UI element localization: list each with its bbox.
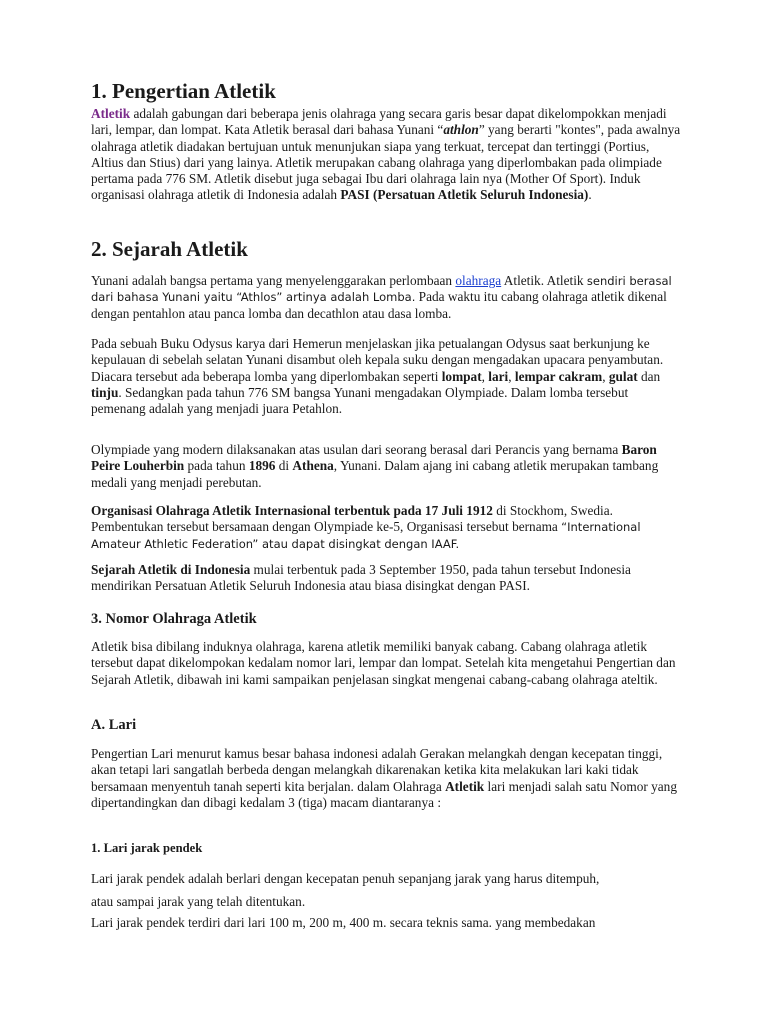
section-3-title: 3. Nomor Olahraga Atletik	[91, 611, 257, 627]
section-2-paragraph-3	[91, 442, 681, 491]
bold-term: Sejarah Atletik di Indonesia	[91, 562, 251, 577]
bold-term: 1896	[248, 458, 276, 474]
section-2-paragraph-2	[91, 336, 681, 417]
lari-jarak-pendek-title: 1. Lari jarak pendek	[91, 841, 203, 855]
bold-term: lompat	[441, 368, 482, 384]
text-run: ,	[602, 368, 609, 384]
section-1-title: 1. Pengertian Atletik	[91, 79, 276, 103]
section-2-paragraph-4	[91, 503, 681, 552]
lari-jarak-pendek-line-2: atau sampai jarak yang telah ditentukan.	[91, 894, 306, 909]
section-2-paragraph-1	[91, 273, 681, 322]
text-run: Atletik. Atletik	[501, 273, 587, 288]
olahraga-link[interactable]: olahraga	[455, 273, 502, 288]
section-3-paragraph: Atletik bisa dibilang induknya olahraga, karena atletik memiliki banyak cabang. Cabang olahraga atletik tersebut dapat dikelompokan kedalam nomor lari, lempar dan lompat. Setelah kita mengetahui Pengertian dan Sejarah Atletik, dibawah ini kami sampaikan penjelasan singkat mengenai cabang-cabang olahraga ateltik.	[91, 639, 676, 687]
text-run: di Stockhom, Swedia. Pembentukan tersebut bersamaan dengan Olympiade ke-5, Organisasi tersebut bernama	[91, 503, 613, 535]
text-run: ” yang berarti "kontes", pada awalnya olahraga atletik diadakan bertujuan untuk menunjukan siapa yang terkuat, tercepat dan tertinggi (Portius, Altius dan Stius) dari yang lainya. Atletik merupakan cabang olahraga yang diperlombakan pada olimpiade pertama pada 776 SM. Atletik disebut juga sebagai Ibu dari olahraga lain nya (Mother Of Sport). Induk organisasi olahraga atletik di Indonesia adalah	[91, 122, 681, 203]
text-run: Pengertian Lari menurut kamus besar bahasa indonesi adalah Gerakan melangkah dengan kecepatan tinggi, akan tetapi lari sangatlah berbeda dengan melangkah dikarenakan ketika kita melakukan lari kaki tidak bersamaan menyentuh tanah seperti kita berjalan. dalam Olahraga	[91, 746, 663, 794]
lari-jarak-pendek-line-3: Lari jarak pendek terdiri dari lari 100 m, 200 m, 400 m. secara teknis sama. yang membedakan	[91, 915, 596, 930]
section-1-paragraph	[91, 106, 681, 204]
bold-term: lempar cakram	[514, 368, 603, 384]
text-run: mulai terbentuk pada 3 September 1950, pada tahun tersebut Indonesia mendirikan Persatuan Atletik Seluruh Indonesia atau biasa disingkat dengan PASI.	[91, 562, 631, 594]
text-run: Pada waktu itu cabang olahraga atletik dikenal dengan pentahlon atau panca lomba dan decathlon atau dasa lomba.	[91, 289, 667, 321]
bold-term: Baron Peire Louherbin	[91, 442, 657, 474]
text-run: .	[588, 187, 592, 203]
text-run: Yunani adalah bangsa pertama yang menyelenggarakan perlombaan	[91, 273, 456, 288]
bold-term: Atletik	[445, 778, 485, 794]
text-run: adalah gabungan dari beberapa jenis olahraga yang secara garis besar dapat dikelompokkan menjadi lari, lempar, dan lompat. Kata Atletik berasal dari bahasa Yunani “	[91, 106, 667, 138]
text-run: Pada sebuah Buku Odysus karya dari Hemerun menjelaskan jika petualangan Odysus saat berkunjung ke kepulauan di sebelah selatan Yunani disambut oleh kepala suku dengan mengadakan upacara penyambutan. Diacara tersebut ada beberapa lomba yang diperlombakan seperti	[91, 336, 664, 384]
lari-jarak-pendek-line-1: Lari jarak pendek adalah berlari dengan kecepatan penuh sepanjang jarak yang harus ditempuh,	[91, 871, 600, 886]
subsection-a-title: A. Lari	[91, 717, 137, 733]
bold-term: Athena	[292, 458, 334, 474]
text-run: ,	[481, 368, 489, 384]
text-run: dan	[637, 368, 661, 384]
text-run: , Yunani. Dalam ajang ini cabang atletik merupakan tambang medali yang menjadi perebutan.	[91, 458, 659, 490]
athlon-term: athlon	[443, 122, 479, 138]
atletik-keyword: Atletik	[91, 106, 131, 121]
text-run: pada tahun	[184, 458, 249, 474]
bold-term: lari	[488, 368, 509, 384]
text-run-sans: “International Amateur Athletic Federation” atau dapat disingkat dengan IAAF.	[91, 520, 641, 551]
text-run: lari menjadi salah satu Nomor yang dipertandingkan dan dibagi kedalam 3 (tiga) macam diantaranya :	[91, 778, 677, 810]
bold-term: Organisasi Olahraga Atletik Internasional terbentuk pada 17 Juli 1912	[91, 503, 493, 518]
text-run: . Sedangkan pada tahun 776 SM bangsa Yunani mengadakan Olympiade. Dalam lomba tersebut pemenang adalah yang menjadi juara Petahlon.	[91, 384, 629, 417]
pasi-term: PASI (Persatuan Atletik Seluruh Indonesia)	[340, 187, 589, 203]
bold-term: tinju	[91, 384, 119, 400]
section-2-title: 2. Sejarah Atletik	[91, 237, 248, 261]
section-2-paragraph-5	[91, 562, 681, 595]
text-run: ,	[508, 368, 515, 384]
subsection-a-paragraph	[91, 746, 681, 811]
text-run: Olympiade yang modern dilaksanakan atas usulan dari seorang berasal dari Perancis yang bernama	[91, 442, 622, 457]
text-run-sans: sendiri berasal dari bahasa Yunani yaitu “Athlos” artinya adalah Lomba.	[91, 274, 672, 305]
text-run: di	[275, 458, 293, 474]
bold-term: gulat	[608, 368, 638, 384]
